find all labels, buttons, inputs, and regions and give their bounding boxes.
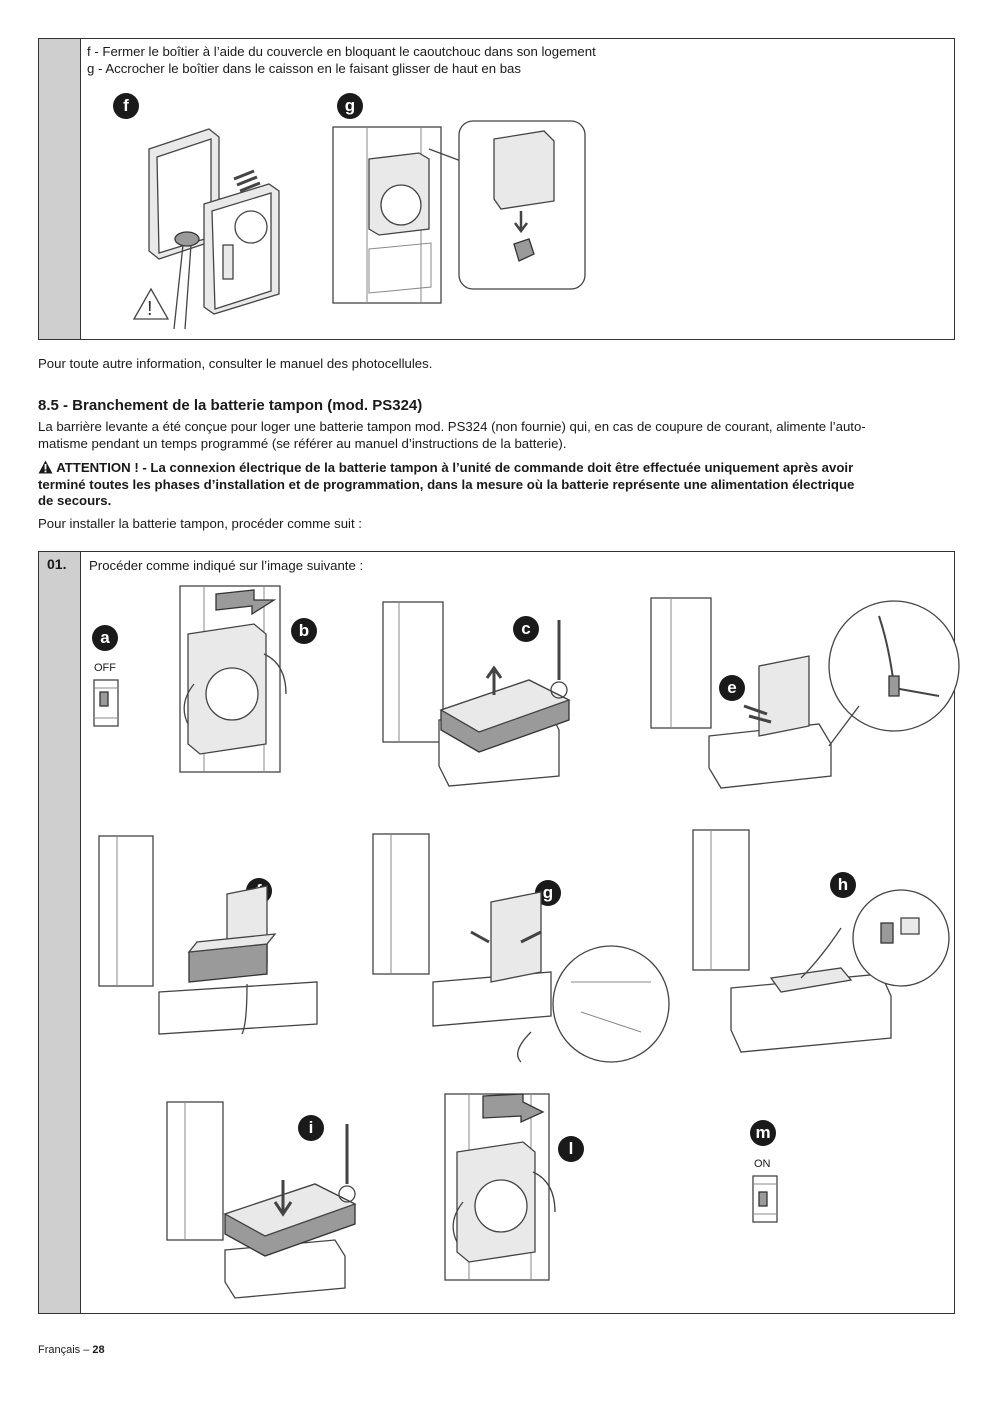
warning-block <box>38 460 958 510</box>
figure-de-illustration <box>649 596 949 796</box>
warning-triangle-icon <box>38 460 53 474</box>
badge-b: b <box>291 618 317 644</box>
badge-g2: g <box>535 880 561 906</box>
step-text: Procéder comme indiqué sur l’image suivante : <box>89 558 364 573</box>
figure-g2-illustration <box>371 832 671 1062</box>
figure-l-illustration <box>443 1092 583 1282</box>
badge-i: i <box>298 1115 324 1141</box>
section-title: 8.5 - Branchement de la batterie tampon (mod. PS324) <box>38 397 423 414</box>
warning-line-3: de secours. <box>38 493 112 508</box>
badge-f: f <box>113 93 139 119</box>
badge-l: l <box>558 1136 584 1162</box>
circuit-breaker-off-icon <box>92 678 122 728</box>
figure-i-illustration <box>165 1100 395 1300</box>
instruction-g: g - Accrocher le boîtier dans le caisson en le faisant glisser de haut en bas <box>87 61 521 76</box>
circuit-breaker-on-icon <box>751 1174 781 1224</box>
figure-f2-illustration <box>97 834 317 1044</box>
badge-m: m <box>750 1120 776 1146</box>
instruction-f: f - Fermer le boîtier à l’aide du couvercle en bloquant le caoutchouc dans son logement <box>87 44 596 59</box>
figure-g-illustration <box>329 119 599 329</box>
footer <box>38 1344 105 1356</box>
label-off: OFF <box>94 662 116 674</box>
figure-f-illustration <box>119 119 319 329</box>
badge-a: a <box>92 625 118 651</box>
top-step-box <box>38 38 955 340</box>
step-number: 01. <box>47 556 67 572</box>
figure-h-illustration <box>691 828 951 1058</box>
label-on: ON <box>754 1158 771 1170</box>
figure-b-illustration <box>174 584 314 774</box>
procedure-intro: Pour installer la batterie tampon, procéder comme suit : <box>38 516 362 531</box>
step-gutter <box>39 39 81 339</box>
badge-g: g <box>337 93 363 119</box>
section-intro-line-1: La barrière levante a été conçue pour loger une batterie tampon mod. PS324 (non fournie) qui, en cas de coupure de courant, alimente l’auto- <box>38 419 866 434</box>
step-gutter <box>39 552 81 1313</box>
step-01-box <box>38 551 955 1314</box>
warning-line-2: terminé toutes les phases d’installation et de programmation, dans la mesure où la batterie représente une alimentation électrique <box>38 476 855 492</box>
badge-h: h <box>830 872 856 898</box>
badge-c: c <box>513 616 539 642</box>
svg-text:!: ! <box>147 298 153 320</box>
info-line: Pour toute autre information, consulter le manuel des photocellules. <box>38 356 433 371</box>
warning-line-1: ATTENTION ! - La connexion électrique de la batterie tampon à l’unité de commande doit être effectuée uniquement après avoir <box>56 460 854 475</box>
badge-e: e <box>719 675 745 701</box>
section-intro-line-2: matisme pendant un temps programmé (se référer au manuel d’instructions de la batterie). <box>38 436 567 451</box>
figure-c-illustration <box>379 600 579 790</box>
footer-language: Français – <box>38 1344 93 1356</box>
page-number: 28 <box>92 1344 105 1356</box>
